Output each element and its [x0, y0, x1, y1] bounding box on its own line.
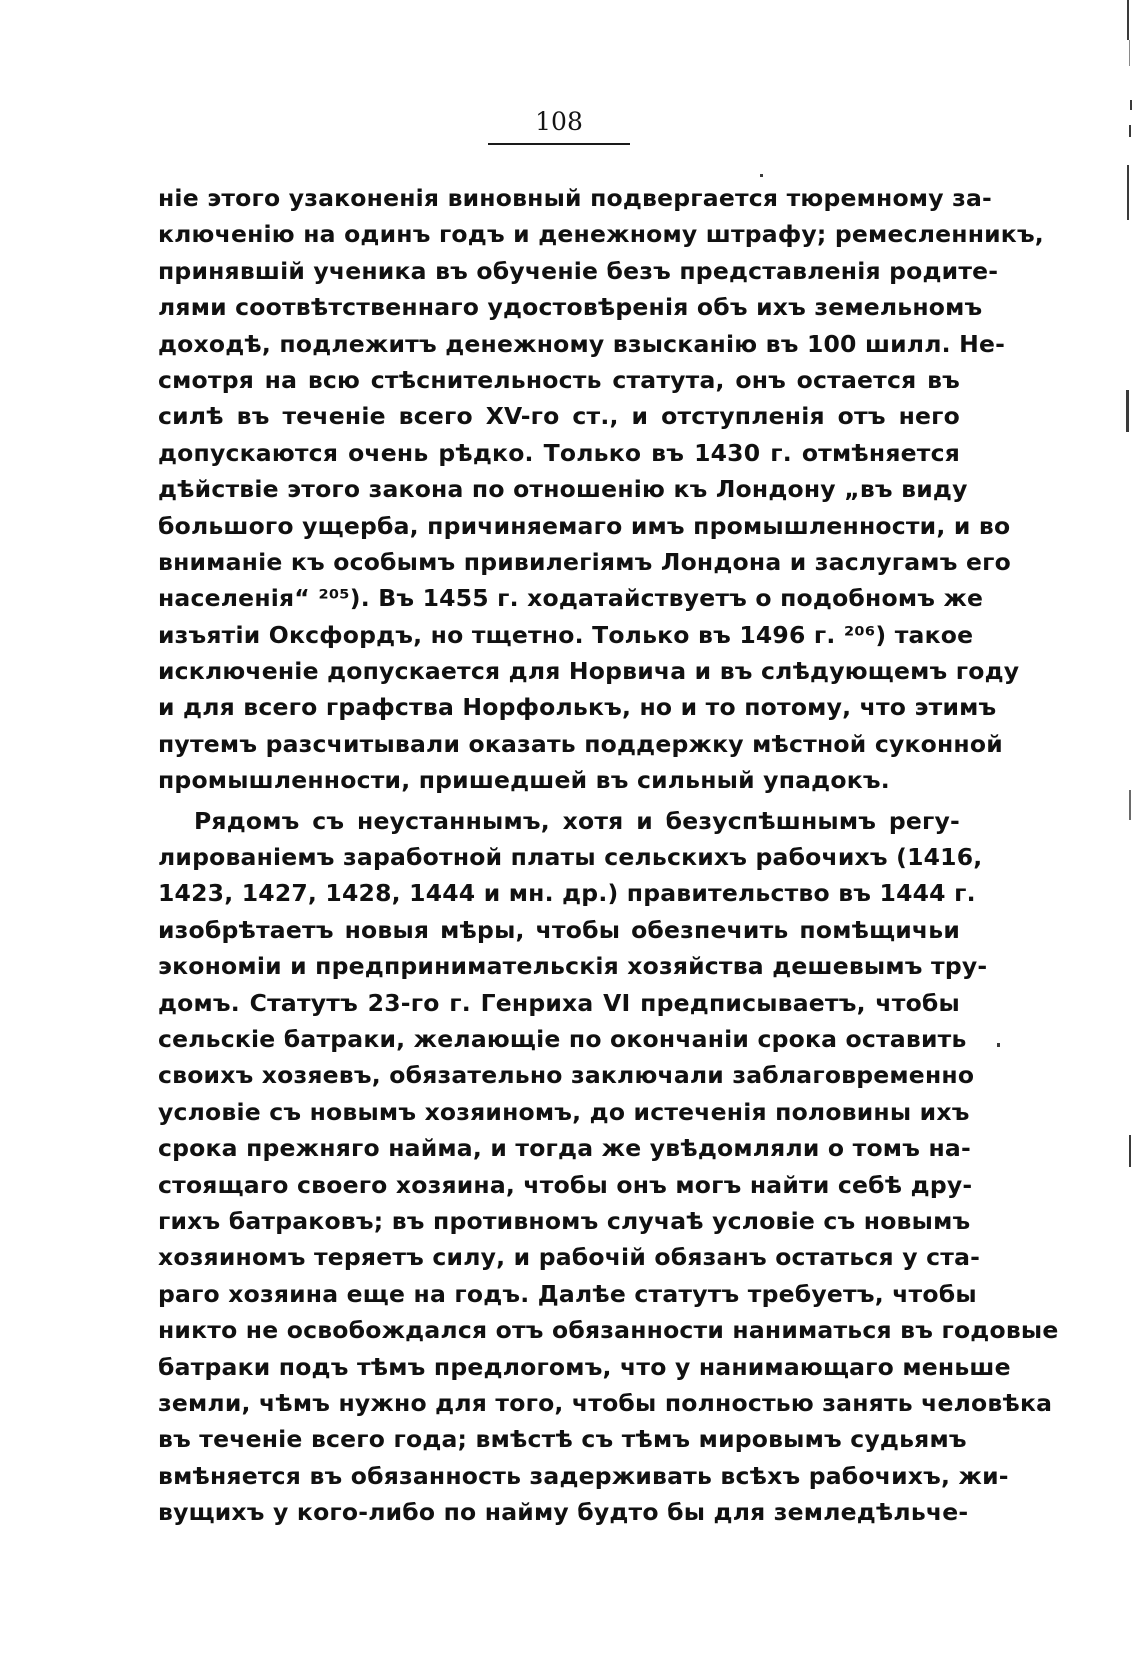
paragraph-end-line: промышленности, пришедшей въ сильный упадокъ. [158, 766, 890, 795]
page-number: 108 [535, 107, 583, 136]
text-line: своихъ хозяевъ, обязательно заключали заблаговременно [158, 1061, 975, 1090]
text-line: населенiя“ ²⁰⁵). Въ 1455 г. ходатайствуетъ о подобномъ же [158, 584, 984, 613]
text-line: никто не освобождался отъ обязанности наниматься въ годовые [158, 1316, 1059, 1345]
text-line: 1423, 1427, 1428, 1444 и мн. др.) правительство въ 1444 г. [158, 879, 976, 908]
text-line: силѣ въ теченiе всего XV-го ст., и отступленiя отъ него [158, 402, 960, 431]
text-line: большого ущерба, причиняемаго имъ промышленности, и во [158, 511, 1011, 540]
text-line: въ теченiе всего года; вмѣстѣ съ тѣмъ мировымъ судьямъ [158, 1425, 967, 1454]
text-line: путемъ разсчитывали оказать поддержку мѣстной суконной [158, 729, 1003, 758]
scan-artifact-mark [1129, 40, 1130, 66]
text-line: лированiемъ заработной платы сельскихъ рабочихъ (1416, [158, 843, 983, 872]
body-text [158, 180, 1059, 1530]
text-line: доходѣ, подлежитъ денежному взысканiю въ 100 шилл. Не- [158, 329, 1006, 358]
text-line: срока прежняго найма, и тогда же увѣдомляли о томъ на- [158, 1134, 971, 1163]
text-line: сельскiе батраки, желающiе по окончанiи срока оставить [158, 1024, 967, 1053]
paragraph-start-line: Рядомъ съ неустаннымъ, хотя и безуспѣшнымъ регу- [194, 806, 960, 835]
text-line: вниманiе къ особымъ привилегiямъ Лондона и заслугамъ его [158, 547, 1011, 576]
scan-artifact-dot [760, 174, 763, 177]
scan-artifact-mark [1130, 100, 1132, 110]
scan-artifact-mark [1127, 165, 1129, 220]
text-line: вмѣняется въ обязанность задерживать всѣхъ рабочихъ, жи- [158, 1461, 1009, 1490]
text-line: смотря на всю стѣснительность статута, онъ остается въ [158, 365, 960, 394]
text-line: ключенiю на одинъ годъ и денежному штрафу; ремесленникъ, [158, 220, 1044, 249]
text-line: экономiи и предпринимательскiя хозяйства дешевымъ тру- [158, 952, 988, 981]
text-line: вущихъ у кого-либо по найму будто бы для земледѣльче- [158, 1498, 969, 1527]
text-line: исключенiе допускается для Норвича и въ слѣдующемъ году [158, 657, 1020, 686]
page-number-rule [488, 143, 630, 145]
text-line: лями соотвѣтственнаго удостовѣренiя объ ихъ земельномъ [158, 293, 983, 322]
scan-artifact-mark [1129, 1135, 1131, 1167]
scan-artifact-mark [1126, 390, 1129, 432]
text-line: допускаются очень рѣдко. Только въ 1430 г. отмѣняется [158, 438, 960, 467]
scan-artifact-mark [997, 1043, 1000, 1047]
text-line: стоящаго своего хозяина, чтобы онъ могъ найти себѣ дру- [158, 1170, 973, 1199]
text-line: раго хозяина еще на годъ. Далѣе статутъ требуетъ, чтобы [158, 1279, 977, 1308]
text-line: нiе этого узаконенiя виновный подвергается тюремному за- [158, 184, 992, 212]
text-line: и для всего графства Норфолькъ, но и то потому, что этимъ [158, 693, 997, 722]
text-line: условiе съ новымъ хозяиномъ, до истеченiя половины ихъ [158, 1097, 970, 1126]
text-line: изобрѣтаетъ новыя мѣры, чтобы обезпечить помѣщичьи [158, 915, 960, 944]
text-line: дѣйствiе этого закона по отношенiю къ Лондону „въ виду [158, 475, 968, 504]
text-line: батраки подъ тѣмъ предлогомъ, что у нанимающаго меньше [158, 1352, 1011, 1381]
text-line: домъ. Статутъ 23-го г. Генриха VI предписываетъ, чтобы [158, 988, 960, 1017]
text-line: изъятiи Оксфордъ, но тщетно. Только въ 1496 г. ²⁰⁶) такое [158, 620, 974, 649]
text-line: принявшiй ученика въ обученiе безъ представленiя родите- [158, 256, 999, 285]
scan-artifact-mark [1127, 0, 1129, 40]
text-line: гихъ батраковъ; въ противномъ случаѣ условiе съ новымъ [158, 1206, 971, 1235]
scan-artifact-mark [1129, 125, 1131, 137]
scan-artifact-mark [1129, 790, 1131, 820]
text-line: земли, чѣмъ нужно для того, чтобы полностью занять человѣка [158, 1388, 1053, 1417]
text-line: хозяиномъ теряетъ силу, и рабочiй обязанъ остаться у ста- [158, 1243, 981, 1272]
